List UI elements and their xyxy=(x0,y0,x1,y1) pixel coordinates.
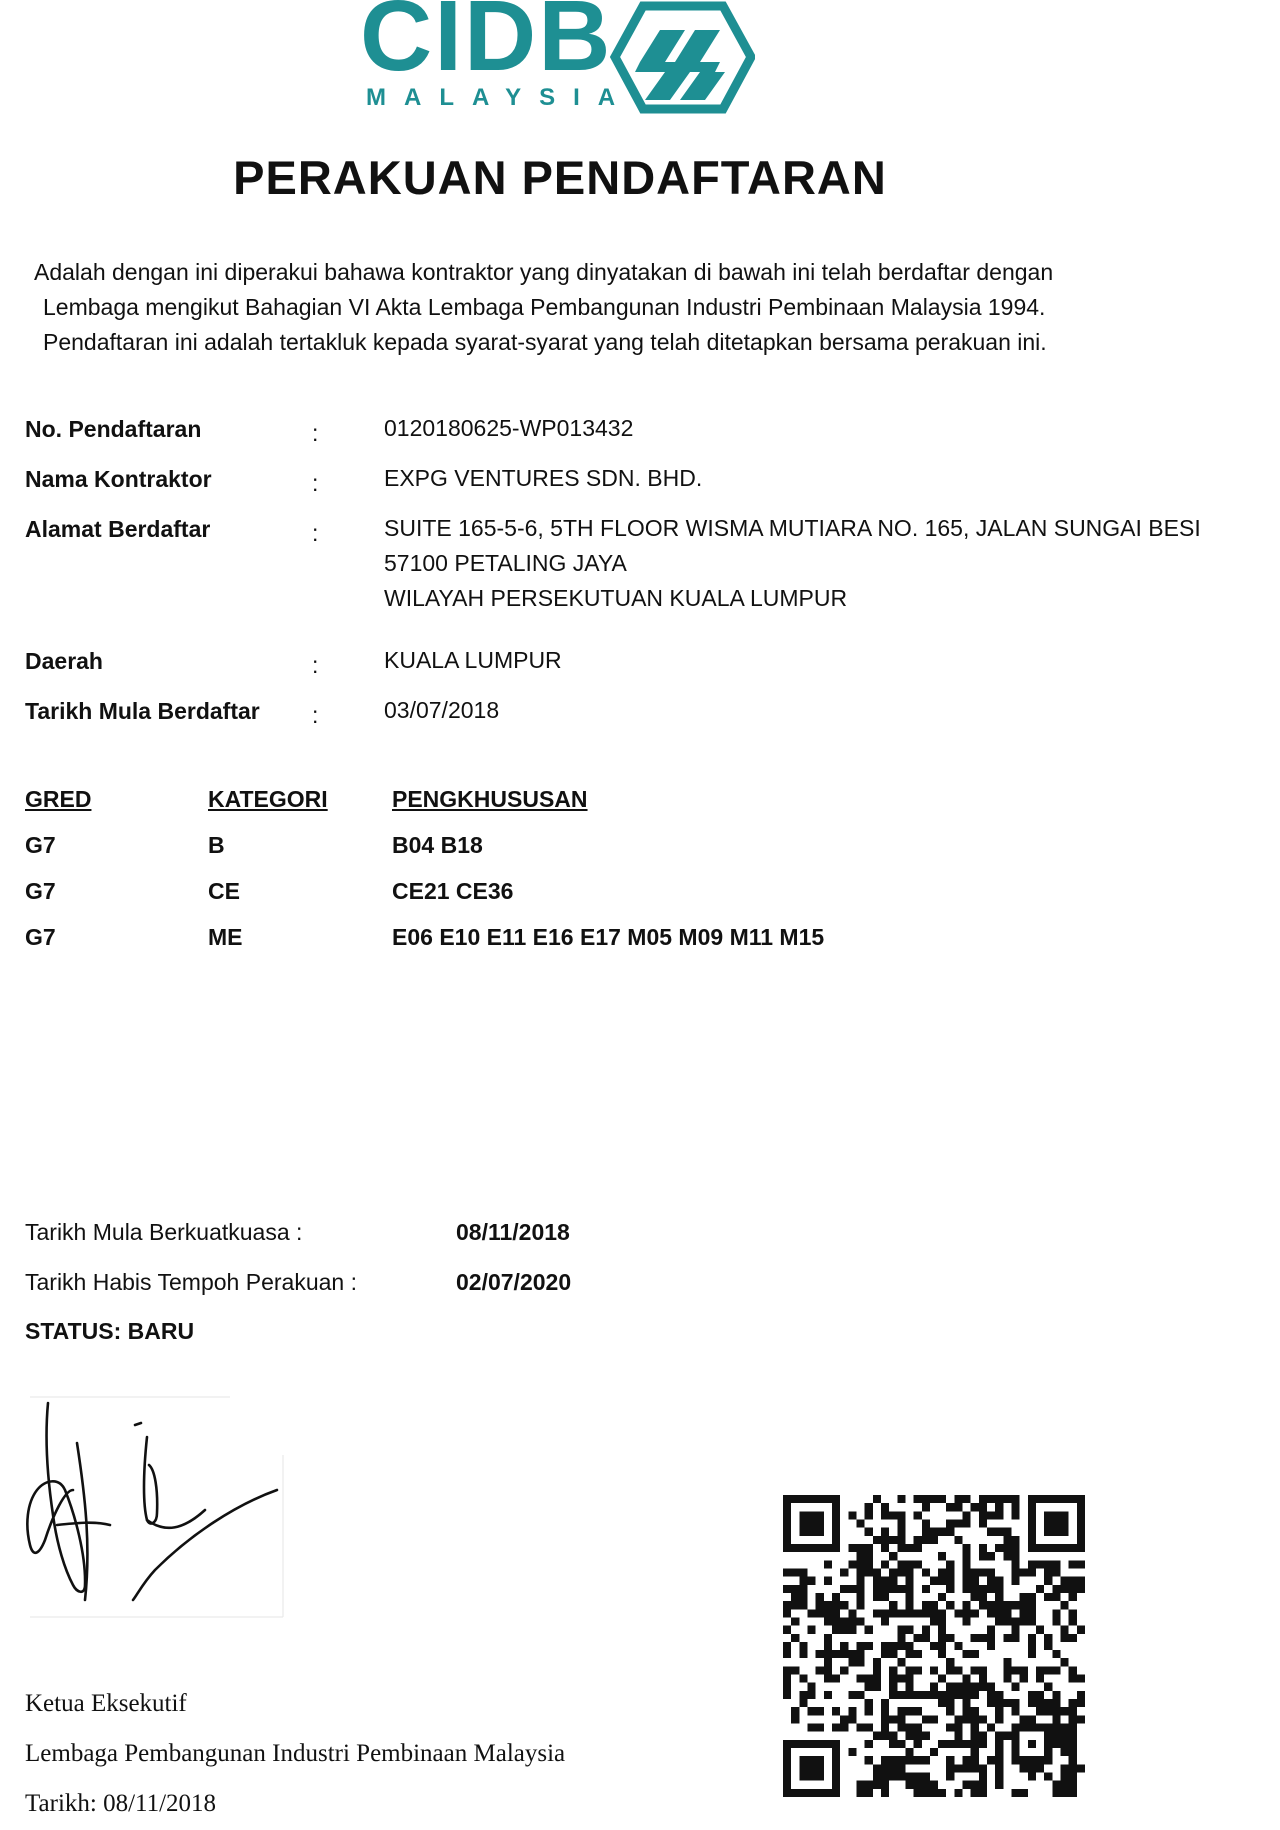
signatory-position: Ketua Eksekutif xyxy=(25,1690,187,1717)
specialisation-cell: B04 B18 xyxy=(392,832,483,858)
grade-cell: G7 xyxy=(25,878,56,904)
grade-cell: G7 xyxy=(25,924,56,950)
effective-date-label: Tarikh Mula Berkuatkuasa : xyxy=(25,1219,303,1245)
registration-no-value: 0120180625-WP013432 xyxy=(384,415,634,441)
logo-subtitle: MALAYSIA xyxy=(366,84,634,111)
cidb-logo xyxy=(360,0,760,120)
intro-line-3: Pendaftaran ini adalah tertakluk kepada syarat-syarat yang telah ditetapkan bersama perakuan ini. xyxy=(43,329,1047,355)
qr-code-icon xyxy=(783,1495,1085,1797)
specialisation-cell: E06 E10 E11 E16 E17 M05 M09 M11 M15 xyxy=(392,924,825,950)
intro-line-2: Lembaga mengikut Bahagian VI Akta Lembaga Pembangunan Industri Pembinaan Malaysia 1994. xyxy=(43,294,1046,320)
registered-date-value: 03/07/2018 xyxy=(384,697,500,723)
document-title: PERAKUAN PENDAFTARAN xyxy=(233,151,887,204)
colon: : xyxy=(312,470,319,496)
category-cell: CE xyxy=(208,878,240,904)
registered-date-label: Tarikh Mula Berdaftar xyxy=(25,698,260,724)
handwritten-signature-icon xyxy=(15,1395,285,1620)
category-cell: ME xyxy=(208,924,243,950)
expiry-date-value: 02/07/2020 xyxy=(456,1269,572,1295)
colon: : xyxy=(312,420,319,446)
signatory-date: Tarikh: 08/11/2018 xyxy=(25,1790,217,1817)
address-line-2: 57100 PETALING JAYA xyxy=(384,550,627,576)
contractor-name-value: EXPG VENTURES SDN. BHD. xyxy=(384,465,703,491)
district-label: Daerah xyxy=(25,648,103,674)
grade-header: GRED xyxy=(25,786,92,812)
category-header: KATEGORI xyxy=(208,786,328,812)
contractor-name-label: Nama Kontraktor xyxy=(25,466,212,492)
colon: : xyxy=(312,520,319,546)
address-label: Alamat Berdaftar xyxy=(25,516,211,542)
colon: : xyxy=(312,702,319,728)
grade-cell: G7 xyxy=(25,832,56,858)
cidb-hexagon-mark-icon xyxy=(605,0,755,115)
specialisation-cell: CE21 CE36 xyxy=(392,878,514,904)
district-value: KUALA LUMPUR xyxy=(384,647,562,673)
expiry-date-label: Tarikh Habis Tempoh Perakuan : xyxy=(25,1269,357,1295)
specialisation-header: PENGKHUSUSAN xyxy=(392,786,588,812)
address-line-3: WILAYAH PERSEKUTUAN KUALA LUMPUR xyxy=(384,585,848,611)
status-text: STATUS: BARU xyxy=(25,1318,195,1344)
effective-date-value: 08/11/2018 xyxy=(456,1219,570,1245)
intro-line-1: Adalah dengan ini diperakui bahawa kontraktor yang dinyatakan di bawah ini telah berdaftar dengan xyxy=(34,259,1054,285)
colon: : xyxy=(312,652,319,678)
signatory-organisation: Lembaga Pembangunan Industri Pembinaan Malaysia xyxy=(25,1740,566,1767)
category-cell: B xyxy=(208,832,225,858)
address-line-1: SUITE 165-5-6, 5TH FLOOR WISMA MUTIARA NO. 165, JALAN SUNGAI BESI xyxy=(384,515,1201,541)
registration-no-label: No. Pendaftaran xyxy=(25,416,202,442)
logo-wordmark: CIDB xyxy=(360,0,613,92)
